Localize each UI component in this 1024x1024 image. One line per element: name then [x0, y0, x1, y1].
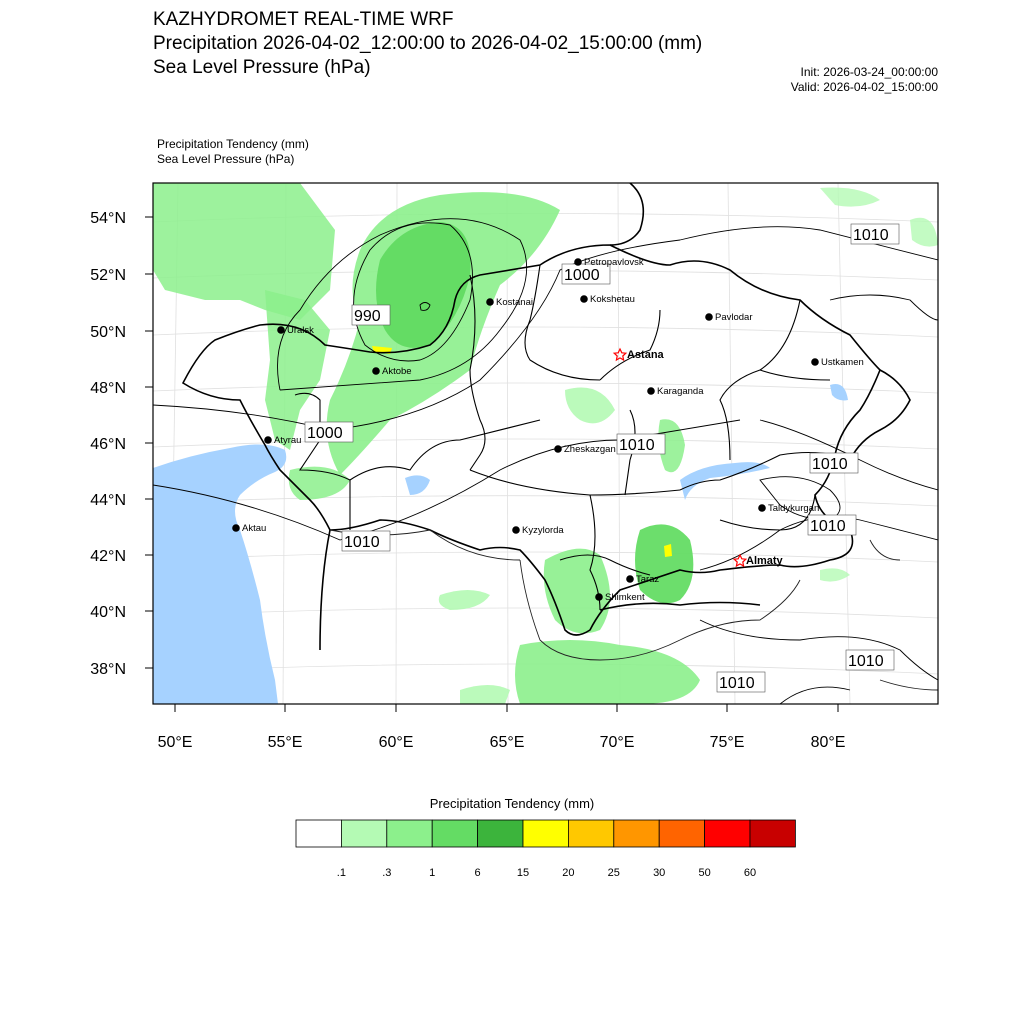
lon-label-80: 80°E [810, 734, 846, 751]
colorbar-swatch [432, 820, 477, 847]
title-line-3: Sea Level Pressure (hPa) [153, 57, 371, 78]
lon-label-70: 70°E [599, 734, 635, 751]
isobar-label [851, 224, 899, 244]
colorbar-label: 6 [474, 867, 481, 879]
precip-southwest-2 [460, 685, 510, 704]
city-petropavlovsk [574, 257, 644, 268]
svg-text:1010: 1010 [810, 518, 846, 535]
city-pavlodar [705, 312, 752, 323]
isobar-label [352, 305, 390, 325]
svg-text:Astana: Astana [627, 349, 664, 361]
colorbar-swatch [750, 820, 795, 847]
lat-label-40: 40°N [90, 604, 126, 621]
valid-time: Valid: 2026-04-02_15:00:00 [790, 80, 938, 94]
lat-label-54: 54°N [90, 210, 126, 227]
svg-text:Ustkamen: Ustkamen [821, 357, 864, 368]
lat-label-48: 48°N [90, 380, 126, 397]
colorbar-label: .1 [336, 867, 346, 879]
map-subtitle-precip: Precipitation Tendency (mm) [157, 137, 309, 151]
city-karaganda [647, 386, 704, 397]
colorbar-label: 1 [429, 867, 436, 879]
lake-balkhash [680, 462, 770, 500]
svg-text:Pavlodar: Pavlodar [715, 312, 753, 323]
city-ustkamen [811, 357, 864, 368]
colorbar-swatch [341, 820, 386, 847]
city-astana [614, 349, 664, 361]
lon-label-65: 65°E [489, 734, 525, 751]
city-taraz [626, 574, 659, 585]
colorbar-swatch [705, 820, 750, 847]
svg-text:Aktobe: Aktobe [382, 366, 412, 377]
lat-label-38: 38°N [90, 661, 126, 678]
lat-label-52: 52°N [90, 267, 126, 284]
lon-label-55: 55°E [267, 734, 303, 751]
svg-text:Kokshetau: Kokshetau [590, 294, 635, 305]
colorbar-swatch [387, 820, 432, 847]
colorbar-title: Precipitation Tendency (mm) [429, 796, 595, 811]
colorbar-swatch [296, 820, 341, 847]
lat-label-42: 42°N [90, 548, 126, 565]
isobar-label [846, 650, 894, 670]
uzbekistan-border [320, 530, 330, 650]
isobar-label [617, 434, 665, 454]
colorbar-label: .3 [382, 867, 392, 879]
svg-text:1010: 1010 [344, 534, 380, 551]
svg-text:1000: 1000 [307, 425, 343, 442]
svg-text:1010: 1010 [853, 227, 889, 244]
svg-text:Shimkent: Shimkent [605, 592, 645, 603]
aral-sea [405, 475, 430, 495]
lon-label-50: 50°E [157, 734, 193, 751]
svg-text:Taldykurgan: Taldykurgan [768, 503, 820, 514]
isobar-label [342, 531, 390, 551]
svg-text:1010: 1010 [848, 653, 884, 670]
colorbar-label: 60 [743, 867, 757, 879]
title-line-2: Precipitation 2026-04-02_12:00:00 to 2026-04-02_15:00:00 (mm) [153, 33, 703, 54]
svg-text:1000: 1000 [564, 267, 600, 284]
svg-text:Uralsk: Uralsk [287, 325, 314, 336]
svg-text:Atyrau: Atyrau [274, 435, 302, 446]
isobar-label [305, 422, 353, 442]
lat-label-46: 46°N [90, 436, 126, 453]
svg-text:1010: 1010 [619, 437, 655, 454]
colorbar-label: 25 [607, 867, 620, 879]
lake-zaysan [830, 384, 848, 400]
precip-northwest-band [153, 183, 335, 320]
isobar-label [808, 515, 856, 535]
colorbar-label: 20 [562, 867, 575, 879]
longitude-labels [158, 734, 846, 751]
colorbar-swatch [568, 820, 613, 847]
lon-label-75: 75°E [709, 734, 745, 751]
title-line-1: KAZHYDROMET REAL-TIME WRF [153, 9, 454, 30]
capital-star-icon [614, 349, 626, 360]
svg-text:Zheskazgan: Zheskazgan [564, 444, 616, 455]
city-zheskazgan [554, 444, 616, 455]
city-kyzylorda [512, 525, 564, 536]
precip-east-3 [820, 568, 850, 581]
colorbar-label: 15 [516, 867, 530, 879]
svg-text:Almaty: Almaty [746, 555, 783, 567]
precip-southwest [439, 590, 490, 610]
svg-text:Aktau: Aktau [242, 523, 267, 534]
colorbar-swatch [523, 820, 568, 847]
svg-text:Kyzylorda: Kyzylorda [522, 525, 564, 536]
colorbar-label: 50 [698, 867, 711, 879]
precip-southern-belt [515, 640, 700, 704]
svg-text:990: 990 [354, 308, 381, 325]
lat-label-44: 44°N [90, 492, 126, 509]
precip-tienshan-max [664, 544, 672, 557]
svg-text:1010: 1010 [812, 456, 848, 473]
city-atyrau [264, 435, 301, 446]
lon-label-60: 60°E [378, 734, 414, 751]
colorbar-swatch [659, 820, 704, 847]
init-time: Init: 2026-03-24_00:00:00 [800, 65, 938, 79]
colorbar-swatch [478, 820, 523, 847]
isobar-label [810, 453, 858, 473]
colorbar-label: 30 [653, 867, 666, 879]
caspian-sea [153, 444, 286, 704]
svg-text:Karaganda: Karaganda [657, 386, 704, 397]
precip-south [544, 549, 610, 634]
city-taldykurgan [758, 503, 819, 514]
precip-east-1 [820, 188, 880, 207]
colorbar [296, 820, 795, 847]
svg-text:1010: 1010 [719, 675, 755, 692]
city-kokshetau [580, 294, 635, 305]
precip-central [565, 388, 615, 424]
city-almaty [734, 555, 783, 567]
lat-label-50: 50°N [90, 324, 126, 341]
latitude-labels [90, 210, 126, 678]
map-content [153, 183, 938, 704]
map-subtitle-slp: Sea Level Pressure (hPa) [157, 152, 295, 166]
svg-text:Taraz: Taraz [636, 574, 660, 585]
svg-text:Petropavlovsk: Petropavlovsk [584, 257, 644, 268]
svg-text:Kostanai: Kostanai [496, 297, 533, 308]
colorbar-swatch [614, 820, 659, 847]
isobar-label [717, 672, 765, 692]
